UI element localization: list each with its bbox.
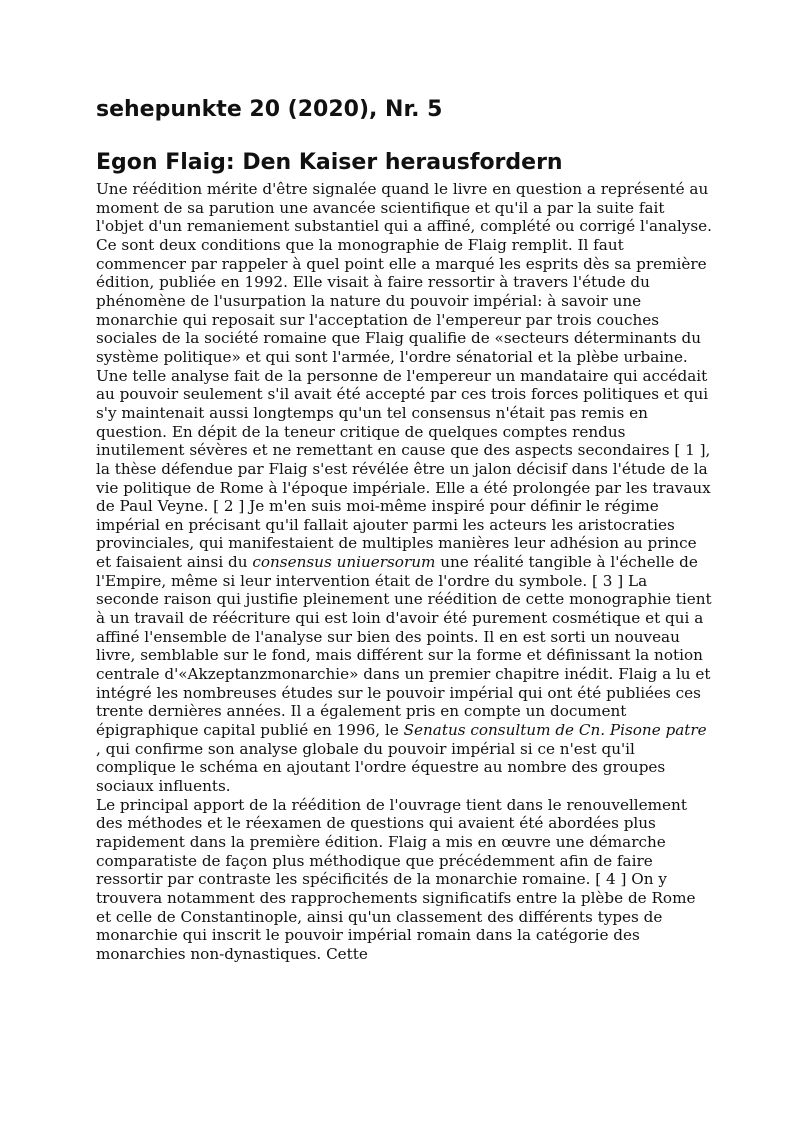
italic-phrase: consensus uniuersorum [252, 553, 436, 572]
review-title: Egon Flaig: Den Kaiser herausfordern [96, 150, 563, 175]
text-run: une réalité tangible à l'échelle de l'Empire, même si leur intervention était de l'ordre du symbole. [ 3 ] La seconde raison qui justifie pleinement une réédition de cette monographie tient à un travail de réécriture qui est loin d'avoir été purement cosmétique et qui a affiné l'ensemble de l'analyse sur bien des points. Il en est sorti un nouveau livre, semblable sur le fond, mais différent sur la forme et définissant la notion centrale d'«Akzeptanzmonarchie» dans un premier chapitre inédit. Flaig a lu et intégré les nombreuses études sur le pouvoir impérial qui ont été publiées ces trente dernières années. Il a également pris en compte un document épigraphique capital publié en 1996, le [96, 553, 712, 740]
text-run: , qui confirme son analyse globale du pouvoir impérial si ce n'est qu'il complique le schéma en ajoutant l'ordre équestre au nombre des groupes sociaux influents. [96, 739, 666, 795]
issue-heading: sehepunkte 20 (2020), Nr. 5 [96, 97, 443, 122]
text-run: Le principal apport de la réédition de l'ouvrage tient dans le renouvellement des méthodes et le réexamen de questions qui avaient été abordées plus rapidement dans la première édition. Flaig a mis en œuvre une démarche comparatiste de façon plus méthodique que précédemment afin de faire ressortir par contraste les spécificités de la monarchie romaine. [ 4 ] On y trouvera notamment des rapprochements significatifs entre la plèbe de Rome et celle de Constantinople, ainsi qu'un classement des différents types de monarchie qui inscrit le pouvoir impérial romain dans la catégorie des monarchies non-dynastiques. Cette [96, 795, 696, 963]
text-run: Une réédition mérite d'être signalée quand le livre en question a représenté au moment de sa parution une avancée scientifique et qu'il a par la suite fait l'objet d'un remaniement substantiel qui a affiné, complété ou corrigé l'analyse. Ce sont deux conditions que la monographie de Flaig remplit. Il faut commencer par rappeler à quel point elle a marqué les esprits dès sa première édition, publiée en 1992. Elle visait à faire ressortir à travers l'étude du phénomène de l'usurpation la nature du pouvoir impérial: à savoir une monarchie qui reposait sur l'acceptation de l'empereur par trois couches sociales de la société romaine que Flaig qualifie de «secteurs déterminants du système politique» et qui sont l'armée, l'ordre sénatorial et la plèbe urbaine. Une telle analyse fait de la personne de l'empereur un mandataire qui accédait au pouvoir seulement s'il avait été accepté par ces trois forces politiques et qui s'y maintenait aussi longtemps qu'un tel consensus n'était pas remis en question. En dépit de la teneur critique de quelques comptes rendus inutilement sévères et ne remettant en cause que des aspects secondaires [ 1 ], la thèse défendue par Flaig s'est révélée être un jalon décisif dans l'étude de la vie politique de Rome à l'époque impériale. Elle a été prolongée par les travaux de Paul Veyne. [ 2 ] Je m'en suis moi-même inspiré pour définir le régime impérial en précisant qu'il fallait ajouter parmi les acteurs les aristocraties provinciales, qui manifestaient de multiples manières leur adhésion au prince et faisaient ainsi du [96, 180, 712, 572]
body-paragraph-2 [96, 796, 714, 964]
document-page [96, 93, 714, 964]
body-paragraph-1 [96, 180, 714, 796]
italic-phrase: Senatus consultum de Cn. Pisone patre [403, 721, 707, 740]
